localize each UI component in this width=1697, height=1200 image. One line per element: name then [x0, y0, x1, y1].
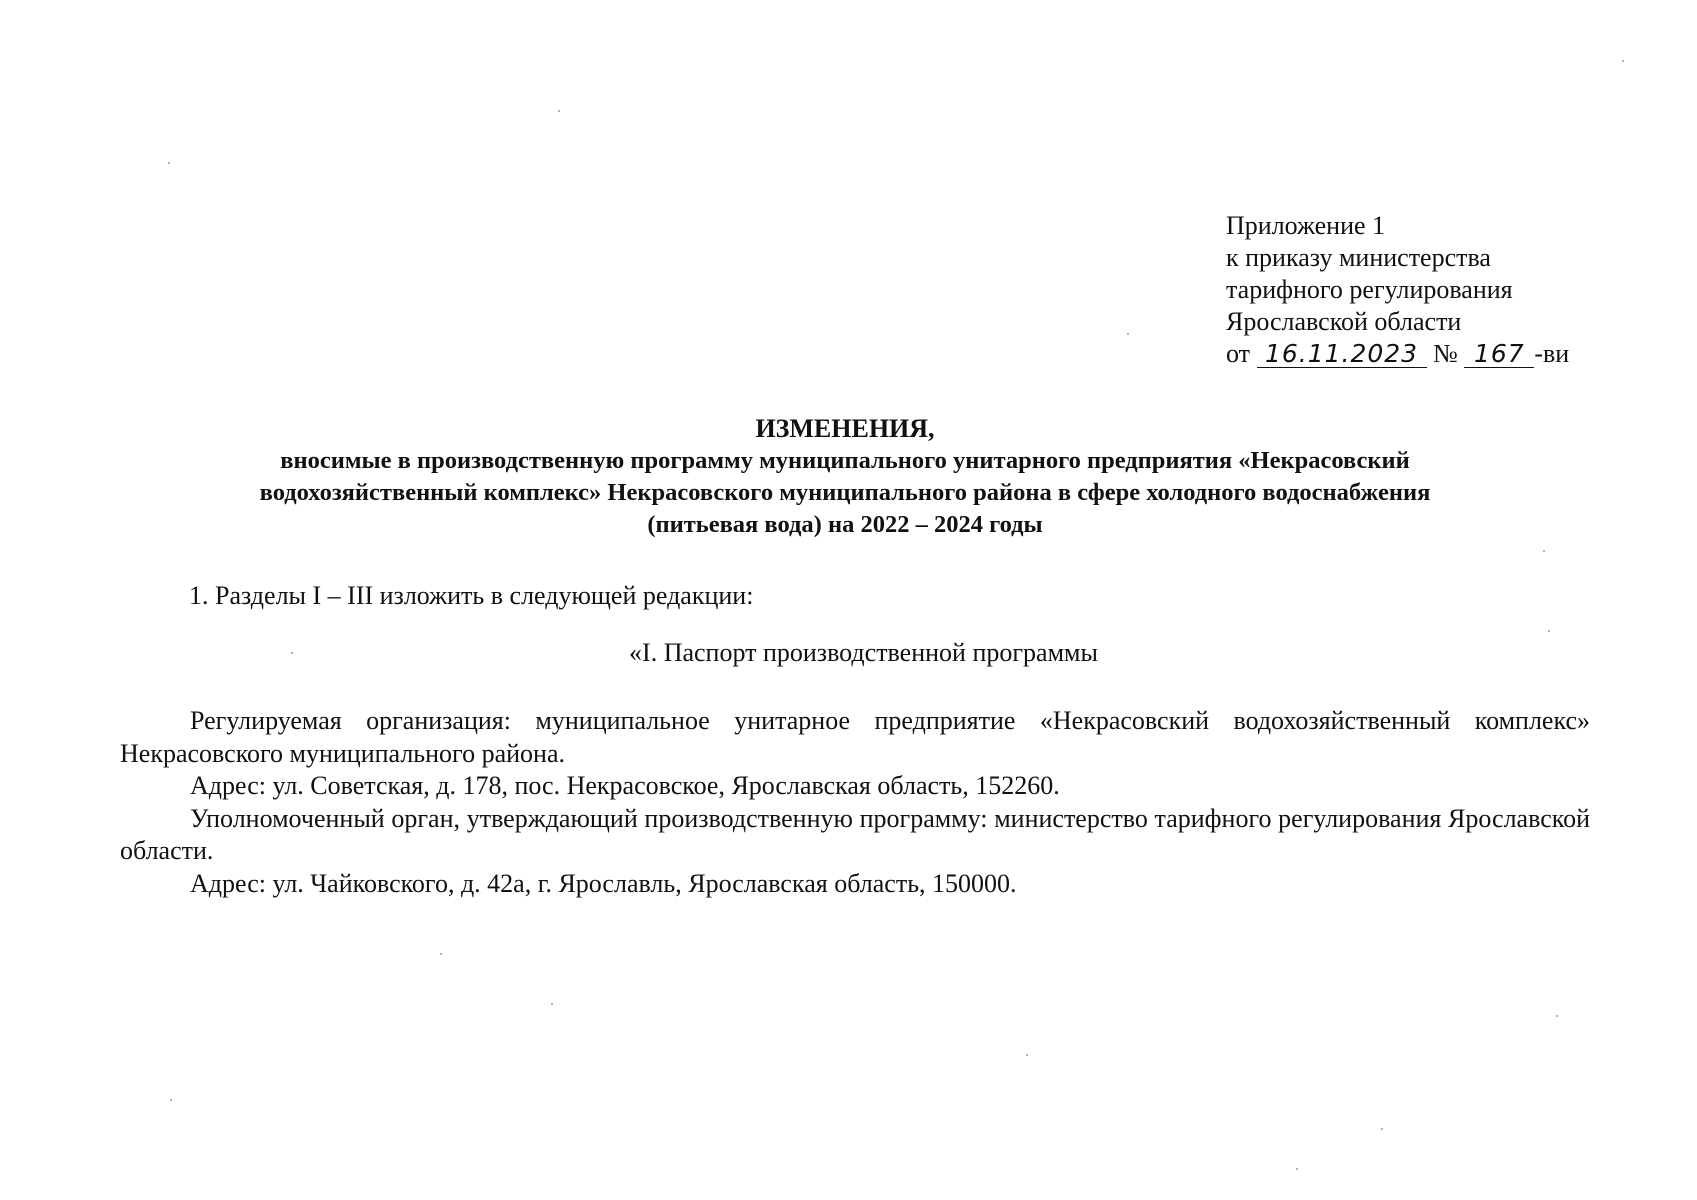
scan-speck: [1556, 1015, 1558, 1017]
title-main: ИЗМЕНЕНИЯ,: [755, 414, 935, 443]
handwritten-date: 16.11.2023: [1257, 341, 1427, 368]
scan-speck: [1548, 630, 1550, 632]
scan-speck: [1026, 1054, 1028, 1056]
scan-speck: [1296, 1168, 1298, 1170]
scan-speck: [1543, 550, 1545, 552]
section-heading: «I. Паспорт производственной программы: [629, 638, 1098, 667]
appendix-line-2: к приказу министерства: [1226, 243, 1491, 272]
scan-speck: [1381, 1128, 1383, 1130]
handwritten-number: 167: [1464, 341, 1534, 368]
scan-speck: [440, 953, 442, 955]
paragraph-organization: Регулируемая организация: муниципальное унитарное предприятие «Некрасовский водохозяйственный комплекс» Некрасовского муниципального района.: [120, 706, 1590, 768]
appendix-block: [1226, 210, 1569, 370]
paragraph-authority: Уполномоченный орган, утверждающий производственную программу: министерство тарифного регулирования Ярославской области.: [120, 803, 1590, 865]
scan-speck: [168, 162, 170, 164]
body-text: [120, 705, 1590, 900]
title-line-1: вносимые в производственную программу муниципального унитарного предприятия «Некрасовский: [280, 447, 1410, 474]
number-suffix: -ви: [1534, 339, 1570, 368]
scan-speck: [291, 652, 293, 654]
appendix-line-1: Приложение 1: [1226, 211, 1386, 240]
scan-speck: [551, 1003, 553, 1005]
scan-speck: [558, 110, 560, 112]
appendix-line-3: тарифного регулирования: [1226, 275, 1513, 304]
scan-speck: [170, 1099, 172, 1101]
appendix-date-line: [1226, 338, 1569, 370]
title-line-3: (питьевая вода) на 2022 – 2024 годы: [647, 511, 1043, 538]
scan-speck: [1127, 333, 1129, 335]
scan-speck: [1622, 60, 1624, 62]
appendix-line-4: Ярославской области: [1226, 307, 1462, 336]
item-1: 1. Разделы I – III изложить в следующей редакции:: [189, 581, 754, 610]
date-prefix: от: [1226, 339, 1251, 368]
document-title: [150, 413, 1540, 541]
number-sign: №: [1433, 339, 1458, 368]
title-line-2: водохозяйственный комплекс» Некрасовского муниципального района в сфере холодного водоснабжения: [259, 479, 1431, 506]
paragraph-address-2: Адрес: ул. Чайковского, д. 42а, г. Ярославль, Ярославская область, 150000.: [190, 868, 1017, 898]
paragraph-address-1: Адрес: ул. Советская, д. 178, пос. Некрасовское, Ярославская область, 152260.: [190, 771, 1060, 800]
